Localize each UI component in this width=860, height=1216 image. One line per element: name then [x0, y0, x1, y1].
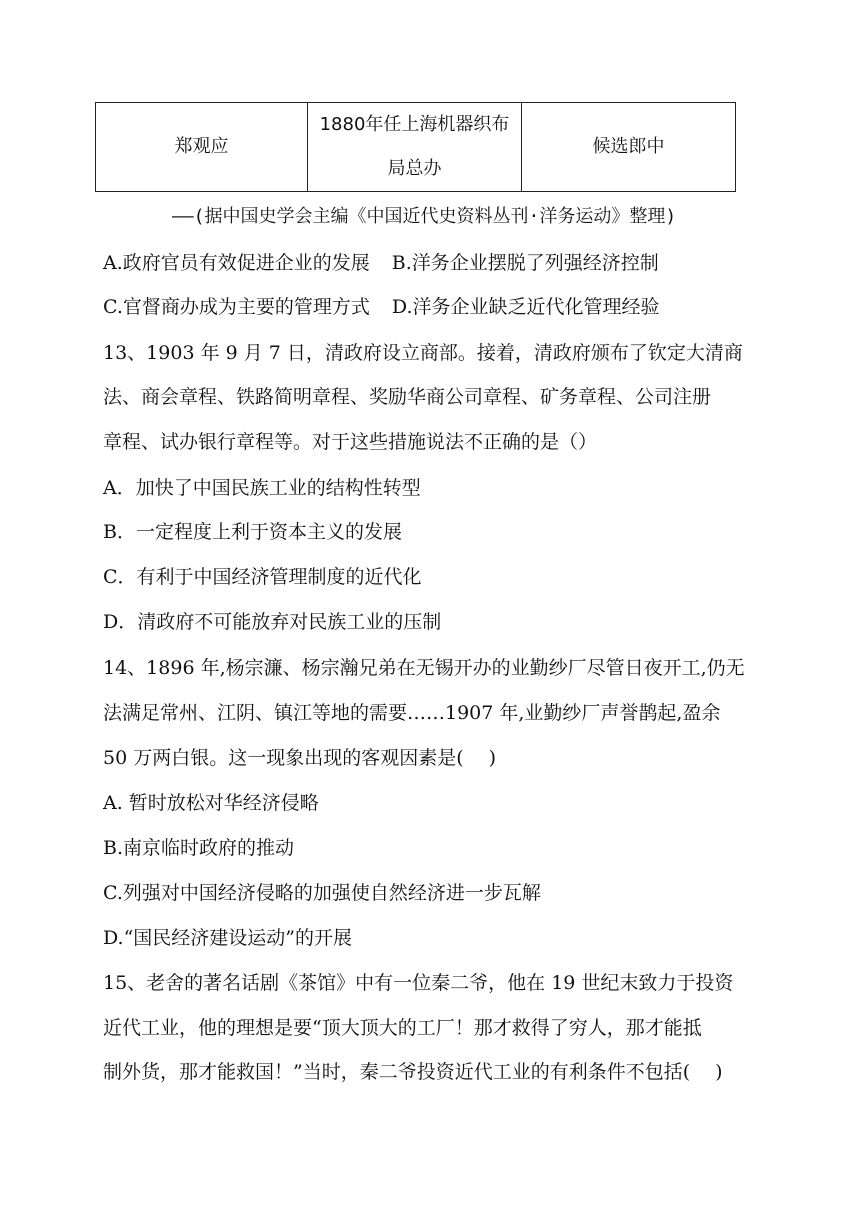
table-source-note: ——(据中国史学会主编《中国近代史资料丛刊·洋务运动》整理) — [172, 206, 677, 227]
table-cell-name: 郑观应 — [96, 103, 308, 192]
q14-option-b: B.南京临时政府的推动 — [103, 837, 295, 859]
q13-option-b: B．一定程度上利于资本主义的发展 — [103, 521, 402, 543]
table-row — [96, 103, 736, 192]
q13-stem-line-3: 章程、试办银行章程等。对于这些措施说法不正确的是（） — [103, 431, 598, 453]
q12-option-c: C.官督商办成为主要的管理方式 — [103, 296, 370, 318]
q14-option-d: D.“国民经济建设运动”的开展 — [103, 927, 353, 949]
q14-option-a: A. 暂时放松对华经济侵略 — [103, 792, 319, 814]
q12-options-row-1 — [103, 249, 659, 277]
q14-stem-line-3: 50 万两白银。这一现象出现的客观因素是( ) — [103, 747, 497, 769]
q15-stem-line-3: 制外货，那才能救国！”当时，秦二爷投资近代工业的有利条件不包括( ) — [103, 1061, 723, 1083]
q14-option-c: C.列强对中国经济侵略的加强使自然经济进一步瓦解 — [103, 882, 541, 904]
q14-stem-line-2: 法满足常州、江阴、镇江等地的需要……1907 年,业勤纱厂声誉鹊起,盈余 — [103, 702, 721, 724]
q14-stem-line-1: 14、1896 年,杨宗濂、杨宗瀚兄弟在无锡开办的业勤纱厂尽管日夜开工,仍无 — [103, 657, 745, 679]
q13-stem-line-1: 13、1903 年 9 月 7 日，清政府设立商部。接着，清政府颁布了钦定大清商 — [103, 342, 743, 364]
q12-options-row-2 — [103, 293, 660, 321]
q15-stem-line-2: 近代工业，他的理想是要“顶大顶大的工厂！那才救得了穷人，那才能抵 — [103, 1017, 702, 1039]
q15-stem-line-1: 15、老舍的著名话剧《茶馆》中有一位秦二爷，他在 19 世纪末致力于投资 — [103, 972, 734, 994]
table-cell-position — [308, 103, 522, 192]
q12-option-b: B.洋务企业摆脱了列强经济控制 — [391, 252, 659, 274]
q12-option-d: D.洋务企业缺乏近代化管理经验 — [391, 296, 660, 318]
q13-stem-line-2: 法、商会章程、铁路简明章程、奖励华商公司章程、矿务章程、公司注册 — [103, 386, 712, 408]
q13-option-c: C．有利于中国经济管理制度的近代化 — [103, 566, 422, 588]
q13-option-d: D．清政府不可能放弃对民族工业的压制 — [103, 611, 442, 633]
official-info-table — [95, 102, 736, 192]
q12-option-a: A.政府官员有效促进企业的发展 — [103, 252, 370, 274]
table-cell-rank: 候选郎中 — [522, 103, 736, 192]
q13-option-a: A．加快了中国民族工业的结构性转型 — [103, 477, 421, 499]
table-cell-position-text: 1880年任上海机器织布局总办 — [319, 114, 510, 179]
